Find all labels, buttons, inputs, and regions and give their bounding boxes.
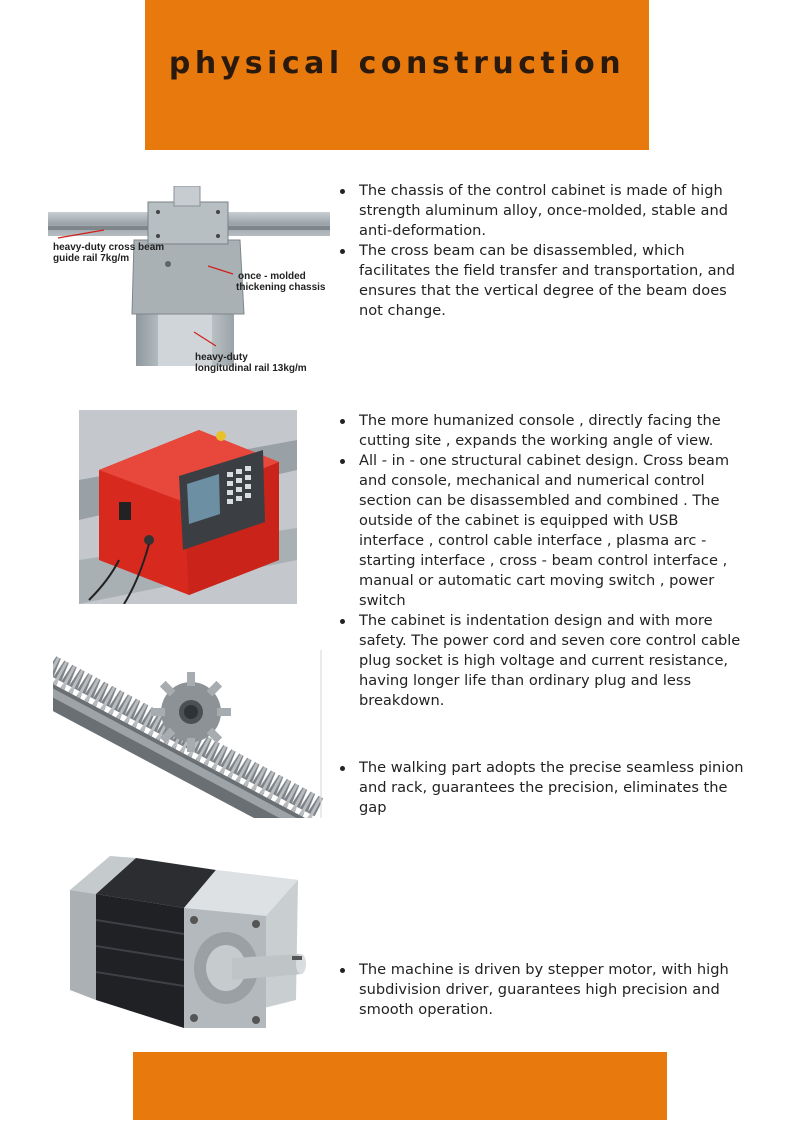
label-longitudinal-rail: longitudinal rail 13kg/m — [195, 363, 307, 374]
list-item: The machine is driven by stepper motor, with high subdivision driver, guarantees high precision and smooth operation. — [337, 960, 747, 1020]
stepper-motor-photo — [66, 850, 310, 1032]
section-2-bullets — [337, 411, 747, 711]
label-once-molded: once - molded — [238, 271, 306, 282]
section-1-bullets — [337, 181, 747, 321]
list-item: The walking part adopts the precise seamless pinion and rack, guarantees the precision, eliminates the gap — [337, 758, 747, 818]
rail-chassis-photo — [48, 186, 330, 376]
control-cabinet-photo — [79, 410, 297, 604]
label-heavy-duty: heavy-duty — [195, 352, 248, 363]
label-cross-beam: heavy-duty cross beam — [53, 242, 165, 253]
label-guide-rail: guide rail 7kg/m — [53, 253, 130, 264]
pinion-rack-photo — [53, 650, 323, 818]
label-thickening-chassis: thickening chassis — [236, 282, 326, 293]
footer-band — [133, 1052, 667, 1120]
list-item: The cross beam can be disassembled, which facilitates the field transfer and transportation, and ensures that the vertical degree of the beam does not change. — [337, 241, 747, 321]
page-title: physical construction — [168, 46, 626, 81]
section-3-bullets — [337, 758, 747, 818]
section-4-bullets — [337, 960, 747, 1020]
list-item: The cabinet is indentation design and with more safety. The power cord and seven core control cable plug socket is high voltage and current resistance, having longer life than ordinary plug and less breakdown. — [337, 611, 747, 711]
list-item: The chassis of the control cabinet is made of high strength aluminum alloy, once-molded, stable and anti-deformation. — [337, 181, 747, 241]
list-item: The more humanized console , directly facing the cutting site , expands the working angle of view. — [337, 411, 747, 451]
header-band — [145, 0, 649, 150]
list-item: All - in - one structural cabinet design. Cross beam and console, mechanical and numerical control section can be disassembled and combined . The outside of the cabinet is equipped with USB interface , control cable interface , plasma arc - starting interface , cross - beam control interface , manual or automatic cart moving switch , power switch — [337, 451, 747, 611]
